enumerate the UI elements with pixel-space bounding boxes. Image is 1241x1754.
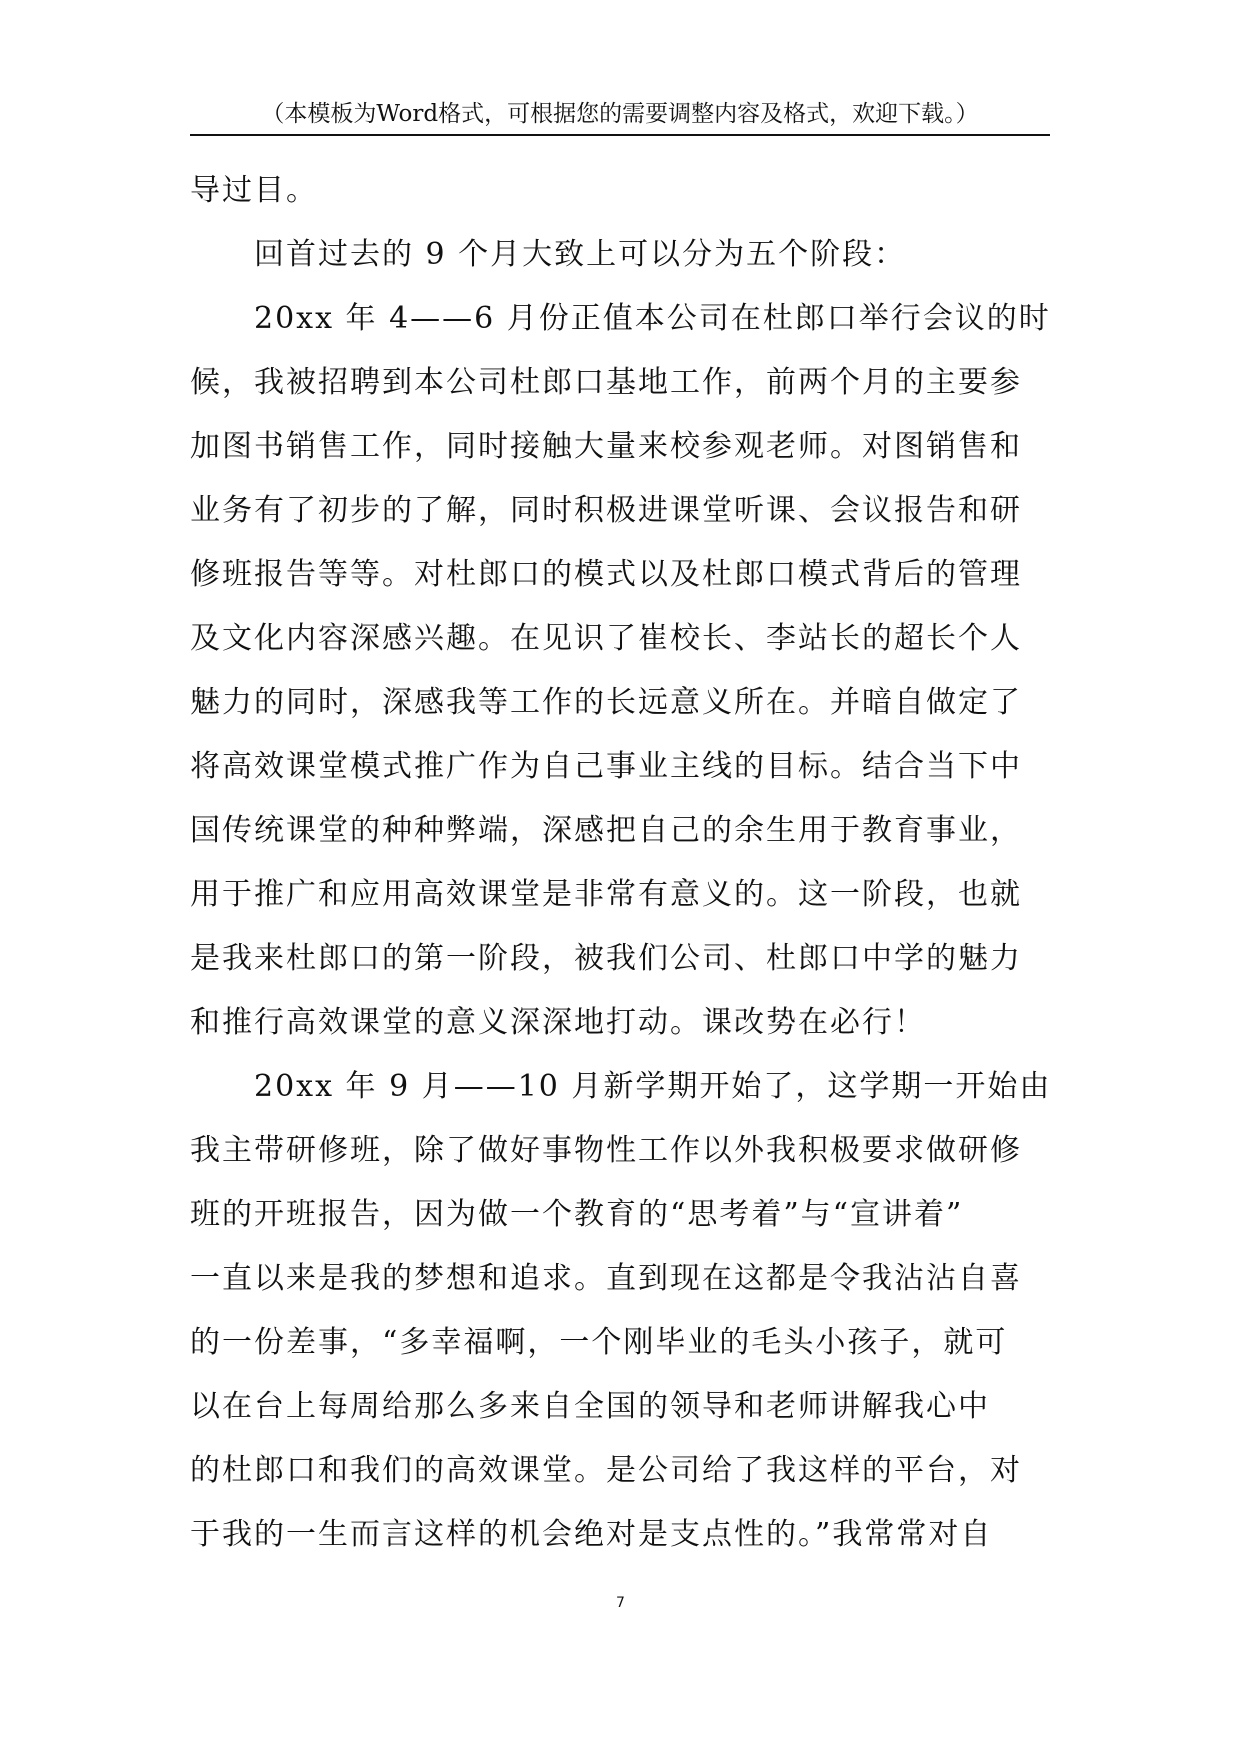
text-line: 将高效课堂模式推广作为自己事业主线的目标。结合当下中 (190, 749, 1022, 784)
text-line: 业务有了初步的了解，同时积极进课堂听课、会议报告和研 (190, 493, 1022, 528)
document-body (190, 159, 1050, 1567)
text-line: 20xx 年 9 月——10 月新学期开始了，这学期一开始由 (254, 1069, 1052, 1104)
text-line: 我主带研修班，除了做好事物性工作以外我积极要求做研修 (190, 1133, 1022, 1168)
header-divider (190, 134, 1050, 136)
text-line: 修班报告等等。对杜郎口的模式以及杜郎口模式背后的管理 (190, 557, 1022, 592)
text-line: 以在台上每周给那么多来自全国的领导和老师讲解我心中 (190, 1389, 990, 1424)
text-line: 用于推广和应用高效课堂是非常有意义的。这一阶段，也就 (190, 877, 1022, 912)
text-line: 于我的一生而言这样的机会绝对是支点性的。”我常常对自 (190, 1517, 993, 1552)
text-line: 是我来杜郎口的第一阶段，被我们公司、杜郎口中学的魅力 (190, 941, 1022, 976)
page-header-note: （本模板为Word格式，可根据您的需要调整内容及格式，欢迎下载。） (261, 101, 979, 127)
text-line: 候，我被招聘到本公司杜郎口基地工作，前两个月的主要参 (190, 365, 1022, 400)
text-line: 导过目。 (190, 173, 318, 208)
text-line: 20xx 年 4——6 月份正值本公司在杜郎口举行会议的时 (254, 301, 1051, 336)
page-number: 7 (616, 1595, 625, 1611)
text-line: 的一份差事，“多幸福啊，一个刚毕业的毛头小孩子，就可 (190, 1325, 1008, 1360)
text-line: 魅力的同时，深感我等工作的长远意义所在。并暗自做定了 (190, 685, 1022, 720)
text-line: 国传统课堂的种种弊端，深感把自己的余生用于教育事业， (190, 813, 1022, 848)
text-line: 的杜郎口和我们的高效课堂。是公司给了我这样的平台，对 (190, 1453, 1022, 1488)
text-line: 一直以来是我的梦想和追求。直到现在这都是令我沾沾自喜 (190, 1261, 1022, 1296)
text-line: 班的开班报告，因为做一个教育的“思考着”与“宣讲着” (190, 1197, 964, 1232)
text-line: 回首过去的 9 个月大致上可以分为五个阶段： (254, 237, 907, 272)
text-line: 加图书销售工作，同时接触大量来校参观老师。对图销售和 (190, 429, 1022, 464)
text-line: 及文化内容深感兴趣。在见识了崔校长、李站长的超长个人 (190, 621, 1022, 656)
text-line: 和推行高效课堂的意义深深地打动。课改势在必行！ (190, 1005, 926, 1040)
